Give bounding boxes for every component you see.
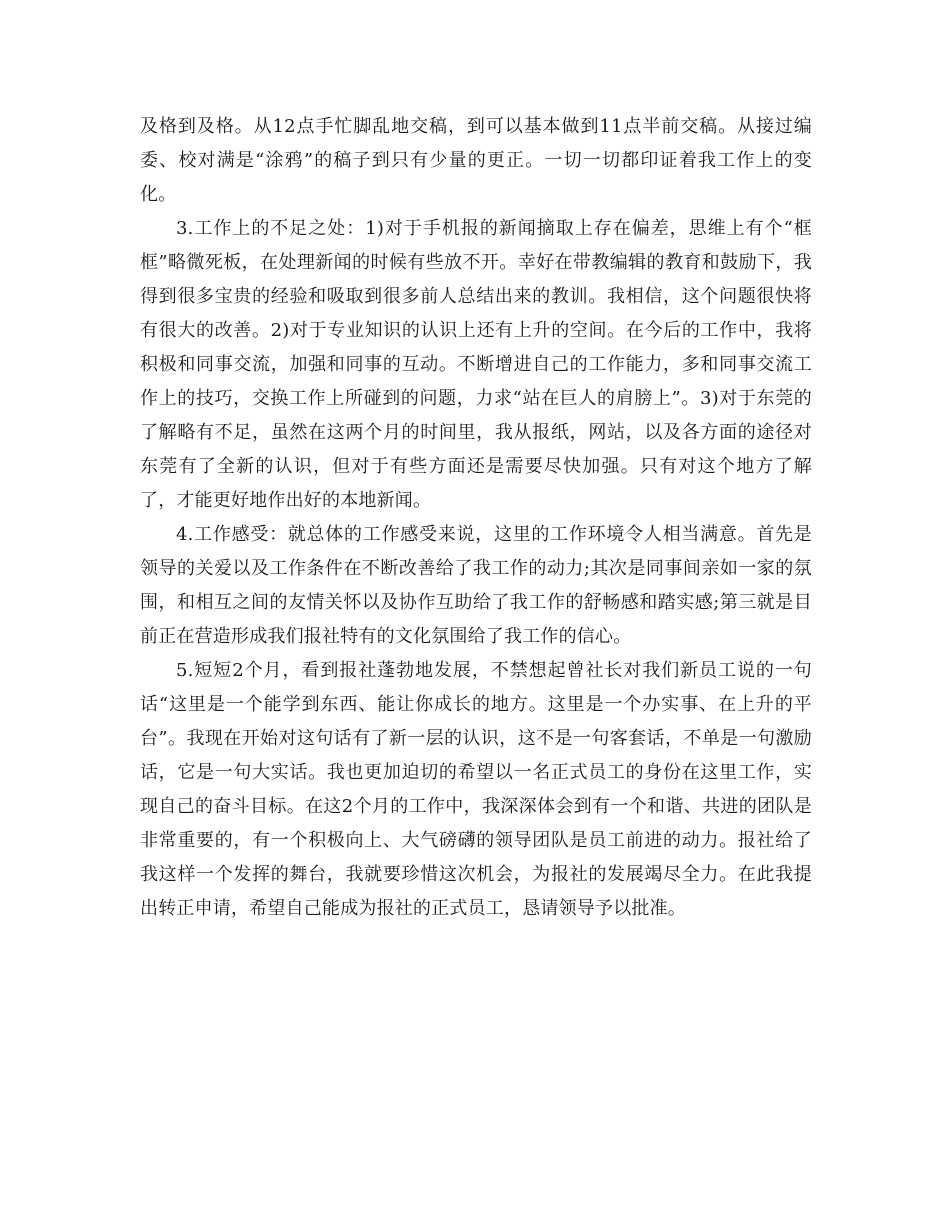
paragraph-continuation: 及格到及格。从12点手忙脚乱地交稿，到可以基本做到11点半前交稿。从接过编委、校对满是“涂鸦”的稿子到只有少量的更正。一切一切都印证着我工作上的变化。 (140, 116, 812, 205)
paragraph-application: 5.短短2个月，看到报社蓬勃地发展，不禁想起曾社长对我们新员工说的一句话“这里是一个能学到东西、能让你成长的地方。这里是一个办实事、在上升的平台”。我现在开始对这句话有了新一层的认识，这不是一句客套话，不单是一句激励话，它是一句大实话。我也更加迫切的希望以一名正式员工的身份在这里工作，实现自己的奋斗目标。在这2个月的工作中，我深深体会到有一个和谐、共进的团队是非常重要的，有一个积极向上、大气磅礴的领导团队是员工前进的动力。报社给了我这样一个发挥的舞台，我就要珍惜这次机会，为报社的发展竭尽全力。在此我提出转正申请，希望自己能成为报社的正式员工，恳请领导予以批准。 (140, 660, 812, 919)
paragraph-work-feelings: 4.工作感受：就总体的工作感受来说，这里的工作环境令人相当满意。首先是领导的关爱以及工作条件在不断改善给了我工作的动力;其次是同事间亲如一家的氛围，和相互之间的友情关怀以及协作互助给了我工作的舒畅感和踏实感;第三就是目前正在营造形成我们报社特有的文化氛围给了我工作的信心。 (140, 524, 812, 647)
document-body (140, 110, 812, 926)
paragraph-shortcomings: 3.工作上的不足之处：1)对于手机报的新闻摘取上存在偏差，思维上有个“框框”略微死板，在处理新闻的时候有些放不开。幸好在带教编辑的教育和鼓励下，我得到很多宝贵的经验和吸取到很多前人总结出来的教训。我相信，这个问题很快将有很大的改善。2)对于专业知识的认识上还有上升的空间。在今后的工作中，我将积极和同事交流，加强和同事的互动。不断增进自己的工作能力，多和同事交流工作上的技巧，交换工作上所碰到的问题，力求“站在巨人的肩膀上”。3)对于东莞的了解略有不足，虽然在这两个月的时间里，我从报纸，网站，以及各方面的途径对东莞有了全新的认识，但对于有些方面还是需要尽快加强。只有对这个地方了解了，才能更好地作出好的本地新闻。 (140, 218, 812, 511)
